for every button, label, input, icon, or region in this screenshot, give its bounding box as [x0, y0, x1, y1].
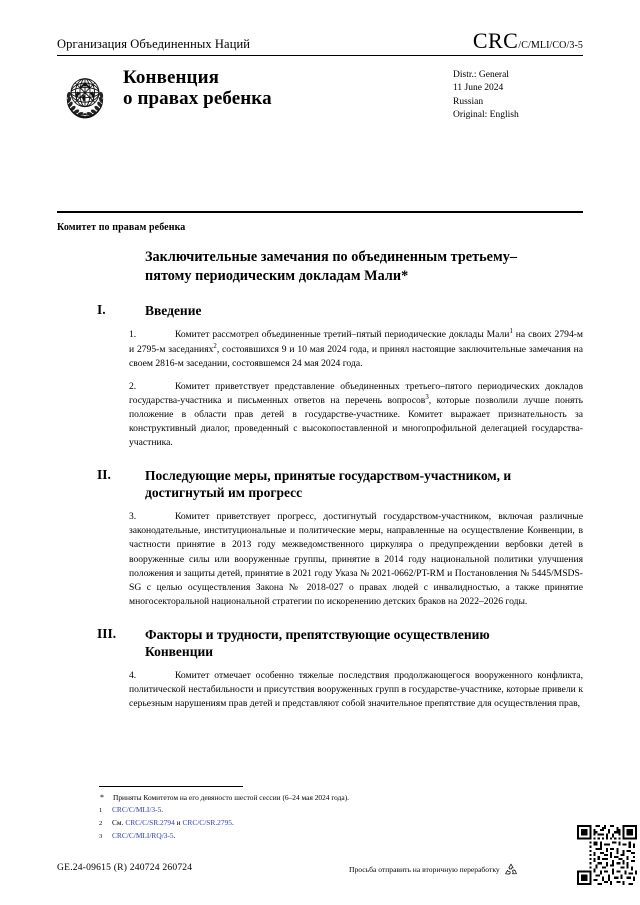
footnote-text: См. CRC/C/SR.2794 и CRC/C/SR.2795.: [112, 817, 234, 827]
footnote-reference[interactable]: 3: [425, 393, 429, 401]
footnote-marker: *: [100, 793, 104, 802]
distribution-type: Distr.: General: [453, 70, 509, 80]
section-number: I.: [97, 302, 106, 318]
un-emblem: [57, 65, 119, 124]
recycle-notice: [349, 862, 519, 878]
un-emblem-icon: [57, 68, 113, 124]
section-title: Последующие меры, принятые государством-участником, и достигнутый им прогресс: [145, 468, 512, 501]
page-title: Заключительные замечания по объединенным третьему–пятому периодическим докладам Мали*: [145, 249, 518, 284]
section-divider: [57, 211, 583, 213]
document-symbol-main: CRC: [472, 28, 519, 53]
paragraph-text: Комитет отмечает особенно тяжелые последствия продолжающегося вооруженного конфликта, политической нестабильности и присутствия вооруженных групп в государстве-участнике, которые привели к серьезным нарушениям прав детей и представляют собой значительное препятствие для осуществления прав,: [129, 669, 583, 710]
document-header: [57, 30, 583, 124]
paragraph-text: Комитет приветствует представление объединенных третьего–пятого периодических докладов государства-участника и письменных ответов на перечень вопросов$^3$, которые позволили лучше понять положение в области прав детей в государстве-участнике. Комитет выражает признательность за конструктивный диалог, проведенный с высокопоставленной и многопрофильной делегацией государства-участника.: [129, 380, 583, 449]
recycle-icon: [503, 862, 519, 878]
footnote-reference[interactable]: 2: [213, 342, 217, 350]
footnote-divider: [99, 786, 243, 787]
section-title: Факторы и трудности, препятствующие осуществлению Конвенции: [145, 626, 490, 659]
footnote-marker: 3: [99, 832, 103, 840]
convention-title-line1: Конвенция: [123, 67, 219, 88]
footnote-reference[interactable]: 1: [509, 328, 513, 336]
footnotes: [99, 791, 569, 842]
document-footer: [57, 862, 583, 873]
footnote-marker: 1: [99, 807, 103, 815]
paragraph-number: 2.: [129, 380, 137, 392]
document-symbol: [473, 30, 583, 52]
paragraph-number: 4.: [129, 669, 137, 681]
section-heading: [97, 302, 583, 319]
qr-code-icon: [577, 825, 637, 885]
paragraph: [129, 510, 583, 609]
footnote-item: [99, 804, 569, 817]
footnote-link[interactable]: CRC/C/SR.2794: [125, 817, 175, 827]
sections-container: [57, 302, 583, 711]
footnote-link[interactable]: CRC/C/MLI/RQ/3-5: [112, 830, 174, 840]
committee-name: Комитет по правам ребенка: [57, 222, 186, 233]
distribution-date: 11 June 2024: [453, 83, 504, 94]
job-number: GE.24-09615 (R) 240724 260724: [57, 862, 193, 873]
recycle-text: Просьба отправить на вторичную переработку: [349, 865, 500, 874]
footnote-item: [99, 791, 569, 804]
footnote-text: Приняты Комитетом на его девяносто шестой сессии (6–24 мая 2024 года).: [113, 793, 350, 802]
distribution-original: Original: English: [453, 110, 519, 121]
header-divider: [57, 55, 583, 56]
section-number: II.: [97, 467, 111, 483]
footnote-text: CRC/C/MLI/3-5.: [112, 805, 164, 815]
footnote-link[interactable]: CRC/C/MLI/3-5: [112, 805, 162, 815]
paragraph-text: Комитет рассмотрел объединенные третий–пятый периодические доклады Мали$^1$ на своих 2794-м и 2795-м заседаниях$^2$, состоявшихся 9 и 10 мая 2024 года, и принял настоящие заключительные замечания на своем 2816-м заседании, состоявшемся 24 мая 2024 года.: [129, 328, 584, 369]
header-top-row: [57, 30, 583, 54]
footnote-link[interactable]: CRC/C/SR.2795: [182, 817, 232, 827]
convention-title: [119, 65, 453, 110]
section-heading: [97, 467, 583, 501]
footnote-marker: 2: [99, 819, 103, 827]
footnote-item: [99, 830, 569, 843]
paragraph: [129, 328, 583, 370]
qr-code: [577, 825, 637, 890]
footnote-item: [99, 817, 569, 830]
convention-title-line2: о правах ребенка: [123, 88, 272, 110]
section-title: Введение: [145, 303, 202, 319]
header-body-row: [57, 65, 583, 124]
footnote-text: CRC/C/MLI/RQ/3-5.: [112, 830, 176, 840]
paragraph-text: Комитет приветствует прогресс, достигнутый государством-участником, включая различные законодательные, институциональные и политические меры, направленные на осуществление Конвенции, в частности принятие в 2013 году межведомственного циркуляра о предупреждении вербовки детей в вооруженные силы или вооруженные группы, принятие в 2014 году национальной политики улучшения положения и защиты детей, принятие в 2021 году Указа № 2021-0662/PT-RM и Постановления № 5445/MSDS-SG с целью осуществления Закона № 2018-027 о правах людей с инвалидностью, а также принятие многосекторальной национальной стратегии по искоренению детских браков на 2022–2026 годы.: [129, 511, 583, 607]
distribution-language: Russian: [453, 96, 484, 107]
paragraph-number: 3.: [129, 511, 137, 523]
document-symbol-sub: /C/MLI/CO/3-5: [518, 40, 583, 51]
paragraph: [129, 669, 583, 711]
section-number: III.: [97, 625, 117, 641]
paragraph-number: 1.: [129, 329, 137, 341]
section-heading: [97, 626, 583, 660]
distribution-block: [453, 65, 583, 123]
document-body: [57, 248, 583, 711]
organization-name: Организация Объединенных Наций: [57, 37, 251, 52]
paragraph: [129, 380, 583, 450]
